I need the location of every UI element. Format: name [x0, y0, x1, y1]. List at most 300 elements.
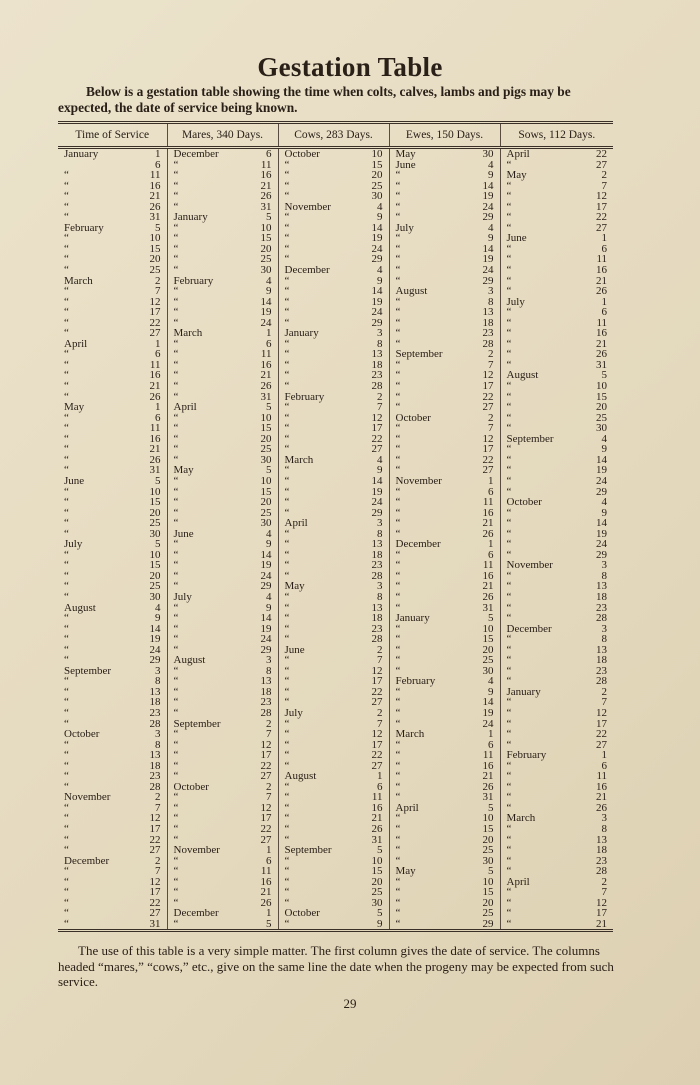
cows-day-cell: 7: [377, 401, 383, 414]
sows-day-cell: 12: [596, 706, 608, 719]
cows-month-cell: “: [278, 539, 352, 550]
mares-day-cell: 29: [260, 580, 272, 593]
table-row: [58, 191, 613, 202]
mares-month-cell: December: [167, 148, 241, 160]
table-row: [58, 181, 613, 192]
sows-month-cell: “: [500, 444, 574, 455]
mares-month-cell: “: [167, 360, 241, 371]
service-month-cell: “: [64, 422, 69, 435]
mares-day-cell: 16: [260, 169, 272, 182]
service-month-cell: “: [64, 506, 69, 519]
cows-day-cell: 22: [371, 749, 383, 762]
service-month-cell: “: [64, 875, 69, 888]
service-month-cell: August: [64, 601, 96, 614]
mares-day-cell: 11: [260, 158, 272, 171]
cows-day-cell: 7: [377, 717, 383, 730]
sows-day-cell: 23: [596, 601, 608, 614]
ewes-month-cell: March: [389, 729, 463, 740]
sows-day-cell: 5: [601, 369, 608, 382]
mares-day-cell: 20: [260, 432, 272, 445]
service-day-cell: 7: [155, 285, 161, 298]
service-month-cell: “: [64, 232, 69, 245]
sows-day-cell: 2: [601, 169, 608, 182]
ewes-day-cell: 9: [488, 685, 494, 698]
mares-day-cell: 4: [266, 527, 272, 540]
service-day-cell: 8: [155, 675, 161, 688]
ewes-day-cell: 18: [482, 316, 494, 329]
mares-day-cell: 21: [260, 886, 272, 899]
mares-day-cell: 1: [266, 907, 272, 920]
table-body: [58, 148, 613, 931]
sows-month-cell: “: [500, 244, 574, 255]
cows-day-cell: 8: [377, 527, 383, 540]
mares-month-cell: “: [167, 508, 241, 519]
ewes-month-cell: “: [389, 919, 463, 931]
ewes-month-cell: “: [389, 655, 463, 666]
ewes-month-cell: “: [389, 761, 463, 772]
mares-day-cell: 27: [260, 833, 272, 846]
cows-month-cell: October: [278, 908, 352, 919]
cows-day-cell: 13: [371, 538, 383, 551]
service-month-cell: “: [64, 316, 69, 329]
mares-month-cell: July: [167, 592, 241, 603]
sows-day-cell: 12: [596, 896, 608, 909]
mares-month-cell: August: [167, 655, 241, 666]
mares-month-cell: “: [167, 455, 241, 466]
sows-day-cell: 29: [596, 485, 608, 498]
ewes-month-cell: “: [389, 423, 463, 434]
ewes-month-cell: July: [389, 223, 463, 234]
sows-month-cell: “: [500, 360, 574, 371]
mares-month-cell: “: [167, 339, 241, 350]
mares-month-cell: “: [167, 254, 241, 265]
cows-month-cell: “: [278, 740, 352, 751]
ewes-month-cell: “: [389, 191, 463, 202]
ewes-month-cell: “: [389, 835, 463, 846]
cows-day-cell: 21: [371, 812, 383, 825]
sows-month-cell: September: [500, 434, 574, 445]
mares-month-cell: November: [167, 845, 241, 856]
service-day-cell: 12: [149, 812, 161, 825]
sows-month-cell: “: [500, 423, 574, 434]
sows-month-cell: April: [500, 148, 574, 160]
service-day-cell: 12: [149, 875, 161, 888]
sows-day-cell: 23: [596, 854, 608, 867]
ewes-day-cell: 20: [482, 643, 494, 656]
ewes-month-cell: “: [389, 634, 463, 645]
ewes-month-cell: “: [389, 328, 463, 339]
service-month-cell: “: [64, 253, 69, 266]
ewes-month-cell: August: [389, 286, 463, 297]
service-day-cell: 2: [155, 791, 161, 804]
sows-day-cell: 9: [601, 506, 608, 519]
cows-month-cell: August: [278, 771, 352, 782]
service-day-cell: 17: [149, 823, 161, 835]
sows-month-cell: “: [500, 634, 574, 645]
cows-month-cell: “: [278, 813, 352, 824]
ewes-day-cell: 17: [482, 443, 494, 456]
table-row: [58, 297, 613, 308]
ewes-month-cell: “: [389, 782, 463, 793]
mares-day-cell: 19: [260, 559, 272, 572]
mares-day-cell: 25: [260, 443, 272, 456]
service-day-cell: 1: [155, 337, 161, 350]
sows-month-cell: “: [500, 487, 574, 498]
mares-day-cell: 9: [266, 601, 272, 614]
mares-day-cell: 17: [260, 812, 272, 825]
mares-month-cell: April: [167, 402, 241, 413]
ewes-day-cell: 30: [482, 664, 494, 677]
ewes-day-cell: 29: [463, 919, 500, 931]
ewes-month-cell: “: [389, 518, 463, 529]
mares-month-cell: “: [167, 318, 241, 329]
service-day-cell: 25: [149, 580, 161, 593]
table-row: [58, 233, 613, 244]
cows-month-cell: “: [278, 835, 352, 846]
ewes-month-cell: “: [389, 750, 463, 761]
cows-day-cell: 15: [371, 158, 383, 171]
table-row: [58, 276, 613, 287]
table-row: [58, 413, 613, 424]
mares-month-cell: “: [167, 676, 241, 687]
table-row: [58, 212, 613, 223]
service-month-cell: “: [64, 886, 69, 899]
ewes-day-cell: 19: [482, 190, 494, 203]
header-time-of-service: Time of Service: [58, 123, 167, 148]
ewes-day-cell: 9: [488, 169, 494, 182]
ewes-month-cell: February: [389, 676, 463, 687]
cows-month-cell: “: [278, 877, 352, 888]
sows-day-cell: 16: [596, 780, 608, 793]
mares-month-cell: September: [167, 719, 241, 730]
cows-day-cell: 19: [371, 232, 383, 245]
sows-month-cell: “: [500, 845, 574, 856]
service-month-cell: “: [64, 179, 69, 192]
sows-day-cell: 8: [601, 823, 608, 835]
table-row: [58, 792, 613, 803]
cows-month-cell: April: [278, 518, 352, 529]
sows-month-cell: November: [500, 560, 574, 571]
table-row: [58, 349, 613, 360]
ewes-day-cell: 25: [482, 907, 494, 920]
cows-day-cell: 3: [377, 517, 383, 530]
cows-month-cell: “: [278, 297, 352, 308]
cows-month-cell: “: [278, 571, 352, 582]
sows-month-cell: “: [500, 866, 574, 877]
ewes-month-cell: “: [389, 856, 463, 867]
sows-day-cell: 13: [596, 643, 608, 656]
page-title: Gestation Table: [257, 52, 443, 82]
header-mares: Mares, 340 Days.: [167, 123, 278, 148]
sows-month-cell: May: [500, 170, 574, 181]
cows-month-cell: “: [278, 529, 352, 540]
cows-day-cell: 20: [371, 875, 383, 888]
cows-day-cell: 29: [371, 316, 383, 329]
page-number: 29: [343, 996, 357, 1011]
table-row: [58, 465, 613, 476]
ewes-month-cell: October: [389, 413, 463, 424]
sows-day-cell: 21: [574, 919, 613, 931]
cows-month-cell: June: [278, 645, 352, 656]
cows-day-cell: 17: [371, 738, 383, 751]
sows-month-cell: “: [500, 191, 574, 202]
service-month-cell: “: [64, 580, 69, 593]
mares-day-cell: 26: [260, 190, 272, 203]
ewes-day-cell: 12: [482, 369, 494, 382]
ewes-day-cell: 16: [482, 569, 494, 582]
cows-month-cell: “: [278, 676, 352, 687]
cows-day-cell: 29: [371, 506, 383, 519]
sows-day-cell: 23: [596, 664, 608, 677]
table-row: [58, 339, 613, 350]
mares-day-cell: 11: [260, 348, 272, 361]
ewes-month-cell: November: [389, 476, 463, 487]
table-row: [58, 381, 613, 392]
mares-month-cell: “: [167, 866, 241, 877]
ewes-month-cell: “: [389, 845, 463, 856]
service-month-cell: “: [64, 295, 69, 308]
mares-day-cell: 10: [260, 411, 272, 424]
service-day-cell: 10: [149, 232, 161, 245]
cows-day-cell: 1: [377, 770, 383, 783]
mares-month-cell: “: [167, 223, 241, 234]
sows-month-cell: “: [500, 655, 574, 666]
mares-day-cell: 5: [241, 919, 278, 931]
ewes-month-cell: “: [389, 697, 463, 708]
mares-month-cell: “: [167, 887, 241, 898]
ewes-month-cell: “: [389, 181, 463, 192]
mares-month-cell: “: [167, 181, 241, 192]
mares-day-cell: 15: [260, 422, 272, 435]
sows-month-cell: “: [500, 413, 574, 424]
table-row: [58, 750, 613, 761]
ewes-day-cell: 27: [482, 464, 494, 477]
mares-month-cell: “: [167, 381, 241, 392]
ewes-month-cell: “: [389, 392, 463, 403]
mares-month-cell: “: [167, 539, 241, 550]
service-month-cell: “: [64, 306, 69, 319]
cows-day-cell: 16: [371, 801, 383, 814]
cows-day-cell: 30: [371, 190, 383, 203]
sows-month-cell: “: [500, 455, 574, 466]
cows-month-cell: “: [278, 286, 352, 297]
table-row: [58, 666, 613, 677]
sows-day-cell: 6: [601, 306, 608, 319]
mares-month-cell: December: [167, 908, 241, 919]
mares-day-cell: 7: [266, 728, 272, 741]
cows-day-cell: 28: [371, 380, 383, 393]
service-day-cell: 20: [149, 506, 161, 519]
ewes-month-cell: “: [389, 434, 463, 445]
service-month-cell: “: [64, 464, 69, 477]
cows-day-cell: 4: [377, 453, 383, 466]
mares-day-cell: 24: [260, 316, 272, 329]
service-month-cell: “: [64, 706, 69, 719]
service-day-cell: 23: [149, 770, 161, 783]
service-day-cell: 30: [149, 527, 161, 540]
ewes-day-cell: 15: [482, 886, 494, 899]
ewes-day-cell: 8: [488, 295, 494, 308]
sows-month-cell: “: [500, 181, 574, 192]
ewes-day-cell: 1: [488, 474, 494, 487]
sows-month-cell: “: [500, 740, 574, 751]
ewes-month-cell: “: [389, 318, 463, 329]
mares-day-cell: 26: [260, 896, 272, 909]
service-day-cell: 18: [149, 759, 161, 772]
ewes-day-cell: 10: [482, 875, 494, 888]
cows-month-cell: October: [278, 148, 352, 160]
mares-day-cell: 31: [260, 390, 272, 403]
table-row: [58, 455, 613, 466]
service-day-cell: 17: [149, 886, 161, 899]
cows-day-cell: 8: [377, 337, 383, 350]
table-row: [58, 919, 613, 931]
ewes-day-cell: 29: [482, 274, 494, 287]
cows-day-cell: 12: [371, 664, 383, 677]
table-header-row: [58, 123, 613, 148]
cows-month-cell: “: [278, 697, 352, 708]
ewes-day-cell: 31: [482, 601, 494, 614]
cows-day-cell: 2: [377, 643, 383, 656]
service-day-cell: 3: [155, 664, 161, 677]
ewes-day-cell: 26: [482, 780, 494, 793]
service-month-cell: “: [64, 485, 69, 498]
sows-day-cell: 24: [596, 474, 608, 487]
ewes-day-cell: 26: [482, 527, 494, 540]
table-row: [58, 497, 613, 508]
mares-month-cell: “: [167, 792, 241, 803]
cows-day-cell: 5: [377, 844, 383, 857]
cows-month-cell: “: [278, 603, 352, 614]
sows-day-cell: 2: [601, 685, 608, 698]
table-row: [58, 845, 613, 856]
ewes-month-cell: “: [389, 487, 463, 498]
cows-day-cell: 23: [371, 369, 383, 382]
mares-day-cell: 6: [266, 854, 272, 867]
mares-month-cell: “: [167, 729, 241, 740]
sows-month-cell: “: [500, 592, 574, 603]
mares-month-cell: “: [167, 518, 241, 529]
service-day-cell: 22: [149, 896, 161, 909]
service-day-cell: 17: [149, 306, 161, 319]
ewes-month-cell: May: [389, 866, 463, 877]
sows-month-cell: “: [500, 581, 574, 592]
ewes-day-cell: 21: [482, 517, 494, 530]
ewes-month-cell: “: [389, 813, 463, 824]
sows-month-cell: August: [500, 370, 574, 381]
service-day-cell: 1: [155, 148, 161, 160]
cows-month-cell: “: [278, 866, 352, 877]
ewes-day-cell: 9: [488, 232, 494, 245]
sows-day-cell: 26: [596, 285, 608, 298]
cows-day-cell: 17: [371, 422, 383, 435]
sows-day-cell: 17: [596, 907, 608, 920]
sows-month-cell: March: [500, 813, 574, 824]
service-month-cell: “: [64, 622, 69, 635]
ewes-day-cell: 27: [482, 401, 494, 414]
cows-day-cell: 30: [371, 896, 383, 909]
ewes-month-cell: “: [389, 792, 463, 803]
table-row: [58, 244, 613, 255]
ewes-month-cell: “: [389, 824, 463, 835]
sows-month-cell: “: [500, 465, 574, 476]
ewes-month-cell: “: [389, 381, 463, 392]
cows-day-cell: 8: [377, 590, 383, 603]
mares-month-cell: “: [167, 761, 241, 772]
service-month-cell: “: [64, 907, 69, 920]
ewes-month-cell: “: [389, 402, 463, 413]
cows-day-cell: 27: [371, 443, 383, 456]
service-month-cell: “: [64, 242, 69, 255]
sows-day-cell: 28: [596, 675, 608, 688]
mares-day-cell: 4: [266, 274, 272, 287]
cows-month-cell: “: [278, 719, 352, 730]
ewes-day-cell: 6: [488, 485, 494, 498]
service-month-cell: “: [64, 200, 69, 213]
service-day-cell: 11: [149, 422, 161, 435]
table-row: [58, 402, 613, 413]
mares-month-cell: “: [167, 708, 241, 719]
mares-day-cell: 11: [260, 865, 272, 878]
service-day-cell: 11: [149, 169, 161, 182]
service-day-cell: 6: [155, 348, 161, 361]
cows-month-cell: “: [278, 687, 352, 698]
mares-month-cell: “: [167, 571, 241, 582]
ewes-month-cell: “: [389, 666, 463, 677]
ewes-month-cell: “: [389, 497, 463, 508]
table-row: [58, 434, 613, 445]
mares-day-cell: 21: [260, 369, 272, 382]
mares-day-cell: 30: [260, 453, 272, 466]
service-day-cell: 31: [132, 919, 167, 931]
cows-month-cell: “: [278, 233, 352, 244]
cows-month-cell: “: [278, 339, 352, 350]
ewes-day-cell: 2: [488, 348, 494, 361]
cows-month-cell: “: [278, 349, 352, 360]
cows-month-cell: “: [278, 666, 352, 677]
cows-month-cell: “: [278, 487, 352, 498]
mares-day-cell: 16: [260, 875, 272, 888]
cows-day-cell: 29: [371, 253, 383, 266]
service-month-cell: May: [64, 401, 85, 414]
service-month-cell: “: [64, 654, 69, 667]
service-month-cell: “: [64, 569, 69, 582]
table-row: [58, 444, 613, 455]
mares-month-cell: “: [167, 898, 241, 909]
sows-day-cell: 29: [596, 548, 608, 561]
cows-month-cell: “: [278, 782, 352, 793]
table-row: [58, 160, 613, 171]
table-row: [58, 697, 613, 708]
cows-month-cell: “: [278, 370, 352, 381]
ewes-month-cell: “: [389, 297, 463, 308]
table-row: [58, 782, 613, 793]
cows-month-cell: “: [278, 655, 352, 666]
service-day-cell: 18: [149, 696, 161, 709]
ewes-day-cell: 7: [488, 422, 494, 435]
ewes-month-cell: “: [389, 771, 463, 782]
cows-month-cell: “: [278, 887, 352, 898]
sows-day-cell: 3: [601, 812, 608, 825]
sows-day-cell: 22: [596, 148, 608, 160]
cows-month-cell: February: [278, 392, 352, 403]
ewes-day-cell: 5: [488, 865, 494, 878]
cows-month-cell: “: [278, 634, 352, 645]
cows-day-cell: 9: [352, 919, 389, 931]
service-day-cell: 16: [149, 179, 161, 192]
mares-day-cell: 27: [260, 770, 272, 783]
ewes-day-cell: 4: [488, 675, 494, 688]
